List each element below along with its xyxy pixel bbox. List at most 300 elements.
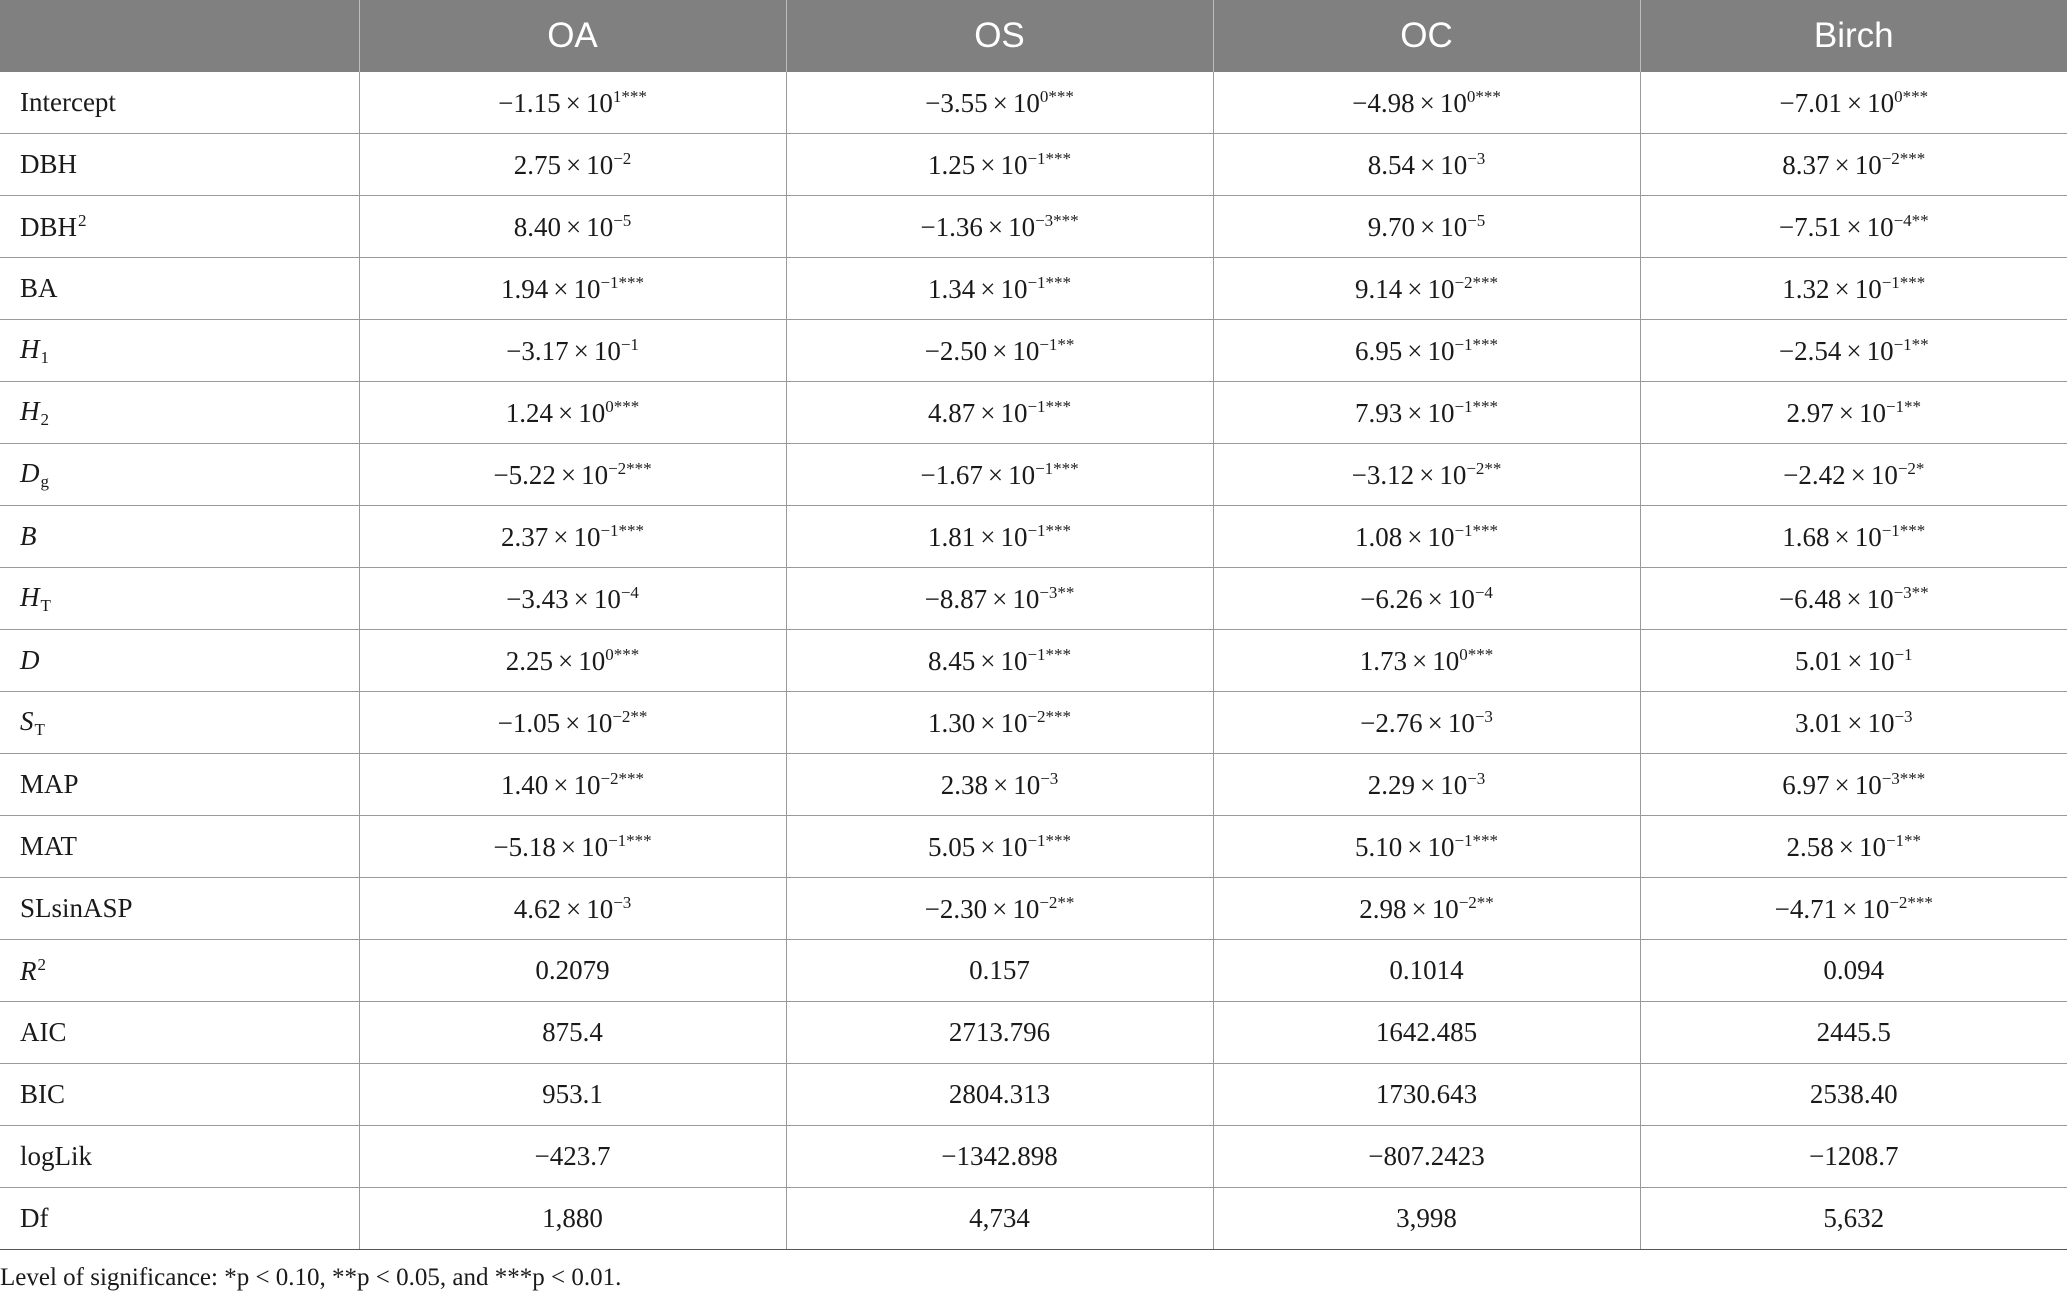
times-sign: × (980, 273, 996, 304)
exponent-base: 10 (593, 583, 621, 614)
value-mantissa: 4.62 (513, 893, 561, 924)
value-cell (359, 134, 786, 196)
value-cell (359, 258, 786, 320)
header-cell-birch: Birch (1640, 0, 2067, 72)
row-label-text: MAP (20, 769, 79, 799)
value-mantissa: 2538.40 (1809, 1079, 1898, 1109)
exponent-base: 10 (581, 831, 609, 862)
times-sign: × (1407, 273, 1423, 304)
value-mantissa: −2.30 (924, 893, 988, 924)
value-cell (1640, 630, 2067, 692)
value-mantissa: 0.094 (1823, 955, 1885, 985)
times-sign: × (980, 645, 996, 676)
value-cell (786, 568, 1213, 630)
value-mantissa: 1.34 (927, 273, 976, 304)
exponent-base: 10 (1000, 645, 1028, 676)
exponent-and-significance: −1*** (1454, 520, 1499, 540)
value-cell (786, 816, 1213, 878)
value-cell (786, 134, 1213, 196)
exponent-base: 10 (578, 645, 606, 676)
value-mantissa: −4.98 (1352, 87, 1415, 118)
times-sign: × (1427, 583, 1443, 614)
exponent-and-significance: −1*** (1027, 830, 1072, 850)
exponent-and-significance: −2** (612, 706, 648, 726)
value-mantissa: 1.73 (1359, 645, 1407, 676)
value-mantissa: −423.7 (534, 1141, 611, 1171)
significance-footnote: Level of significance: *p < 0.10, **p < 0.05, and ***p < 0.01. (0, 1264, 622, 1291)
row-label-cell (0, 630, 359, 692)
times-sign: × (558, 645, 574, 676)
value-cell (1213, 506, 1640, 568)
value-mantissa: −3.12 (1351, 459, 1415, 490)
exponent-and-significance: −1*** (1027, 272, 1072, 292)
table-row (0, 72, 2067, 134)
value-cell (1213, 1188, 1640, 1250)
exponent-base: 10 (1431, 893, 1459, 924)
value-mantissa: −1.15 (498, 87, 561, 118)
row-label-subscript: g (40, 471, 49, 491)
row-label-cell (0, 72, 359, 134)
value-cell (786, 196, 1213, 258)
row-label-text: logLik (20, 1141, 92, 1171)
value-mantissa: 2.29 (1367, 769, 1415, 800)
times-sign: × (987, 211, 1004, 242)
value-mantissa: −7.51 (1778, 211, 1842, 242)
row-label-text: D (20, 645, 40, 675)
exponent-base: 10 (1858, 831, 1886, 862)
table-row (0, 878, 2067, 940)
row-label-subscript: 1 (40, 347, 49, 367)
value-mantissa: 8.54 (1367, 149, 1415, 180)
row-label-cell (0, 692, 359, 754)
value-cell (359, 1064, 786, 1126)
exponent-and-significance: −2** (1458, 892, 1494, 912)
value-cell (1640, 506, 2067, 568)
value-cell (786, 258, 1213, 320)
exponent-and-significance: −2** (1039, 892, 1075, 912)
times-sign: × (573, 335, 589, 366)
table-row (0, 630, 2067, 692)
times-sign: × (1419, 459, 1435, 490)
exponent-and-significance: −1** (1039, 334, 1075, 354)
times-sign: × (1411, 893, 1427, 924)
value-mantissa: 1.68 (1782, 521, 1830, 552)
exponent-base: 10 (1427, 521, 1455, 552)
times-sign: × (992, 87, 1008, 118)
exponent-and-significance: −1*** (1027, 396, 1072, 416)
value-mantissa: 1.30 (927, 707, 976, 738)
exponent-and-significance: −3*** (1881, 768, 1926, 788)
exponent-base: 10 (1008, 211, 1036, 242)
exponent-base: 10 (1439, 459, 1467, 490)
exponent-and-significance: −2*** (600, 768, 645, 788)
value-cell (786, 940, 1213, 1002)
value-mantissa: −1.67 (920, 459, 983, 490)
exponent-base: 10 (585, 707, 613, 738)
row-label-cell (0, 258, 359, 320)
value-mantissa: 5.01 (1794, 645, 1843, 676)
value-cell (1213, 630, 1640, 692)
value-cell (1213, 382, 1640, 444)
exponent-and-significance: −5 (1467, 210, 1486, 230)
exponent-and-significance: −2* (1897, 458, 1925, 478)
value-cell (1640, 692, 2067, 754)
value-cell (786, 754, 1213, 816)
row-label-text: MAT (20, 831, 78, 861)
table-row (0, 196, 2067, 258)
exponent-base: 10 (1427, 273, 1455, 304)
value-mantissa: 8.40 (513, 211, 561, 242)
row-label-text: AIC (20, 1017, 67, 1047)
table-row (0, 754, 2067, 816)
value-cell (1213, 72, 1640, 134)
value-mantissa: 2.38 (940, 769, 988, 800)
exponent-base: 10 (1866, 583, 1894, 614)
value-mantissa: −6.26 (1360, 583, 1423, 614)
exponent-and-significance: −3 (1474, 706, 1493, 726)
row-label-text: H (20, 581, 40, 612)
row-label-cell (0, 1188, 359, 1250)
value-cell (786, 630, 1213, 692)
value-cell (359, 444, 786, 506)
exponent-base: 10 (1867, 87, 1895, 118)
value-mantissa: 2.98 (1359, 893, 1407, 924)
table-row (0, 320, 2067, 382)
table-row (0, 134, 2067, 196)
exponent-and-significance: −1*** (1881, 520, 1926, 540)
exponent-base: 10 (1866, 335, 1894, 366)
exponent-and-significance: −1*** (1454, 396, 1499, 416)
exponent-base: 10 (586, 211, 614, 242)
table-body (0, 72, 2067, 1250)
row-label-text: Df (20, 1203, 49, 1233)
times-sign: × (565, 893, 582, 924)
exponent-base: 10 (578, 397, 606, 428)
times-sign: × (1419, 769, 1436, 800)
value-cell (1640, 568, 2067, 630)
value-mantissa: 2.97 (1786, 397, 1834, 428)
value-cell (1213, 878, 1640, 940)
value-cell (1213, 1002, 1640, 1064)
value-cell (359, 1126, 786, 1188)
value-cell (1640, 940, 2067, 1002)
times-sign: × (1419, 149, 1436, 180)
exponent-base: 10 (573, 769, 601, 800)
exponent-and-significance: −3** (1893, 582, 1929, 602)
row-label-text: BA (20, 273, 58, 303)
exponent-base: 10 (1854, 521, 1882, 552)
exponent-base: 10 (1000, 707, 1028, 738)
value-mantissa: 1.94 (500, 273, 549, 304)
exponent-base: 10 (1000, 149, 1028, 180)
exponent-base: 10 (1427, 397, 1455, 428)
row-label-text: B (20, 521, 37, 551)
value-mantissa: −4.71 (1774, 893, 1838, 924)
value-mantissa: 0.1014 (1389, 955, 1464, 985)
header-row (0, 0, 2067, 72)
value-mantissa: 8.37 (1782, 149, 1830, 180)
value-mantissa: 9.70 (1367, 211, 1415, 242)
value-cell (1640, 1064, 2067, 1126)
exponent-and-significance: −1*** (1035, 458, 1079, 478)
value-cell (359, 320, 786, 382)
row-label-cell (0, 134, 359, 196)
row-label-cell (0, 878, 359, 940)
table-row (0, 1126, 2067, 1188)
value-cell (1640, 196, 2067, 258)
times-sign: × (1427, 707, 1443, 738)
exponent-and-significance: −2*** (1889, 892, 1933, 912)
exponent-and-significance: −3*** (1035, 210, 1079, 230)
exponent-base: 10 (1867, 707, 1895, 738)
times-sign: × (1847, 707, 1863, 738)
value-mantissa: 2713.796 (948, 1017, 1051, 1047)
value-mantissa: 1.08 (1354, 521, 1403, 552)
exponent-and-significance: −2*** (1881, 148, 1926, 168)
row-label-superscript: 2 (37, 954, 46, 974)
value-cell (359, 196, 786, 258)
value-mantissa: 2.75 (513, 149, 561, 180)
times-sign: × (1419, 211, 1436, 242)
row-label-text: BIC (20, 1079, 66, 1109)
value-cell (1640, 1002, 2067, 1064)
times-sign: × (565, 707, 581, 738)
value-cell (1213, 754, 1640, 816)
header-cell-oc: OC (1213, 0, 1640, 72)
table-row (0, 258, 2067, 320)
value-mantissa: 1.81 (927, 521, 976, 552)
exponent-and-significance: −1*** (1027, 644, 1072, 664)
row-label-text: D (20, 457, 40, 488)
value-cell (1640, 134, 2067, 196)
row-label-cell (0, 754, 359, 816)
times-sign: × (565, 87, 581, 118)
row-label-cell (0, 940, 359, 1002)
value-mantissa: 2445.5 (1816, 1017, 1891, 1047)
exponent-base: 10 (1012, 87, 1040, 118)
exponent-and-significance: −1 (620, 334, 639, 354)
value-mantissa: 6.95 (1354, 335, 1403, 366)
row-label-superscript: 2 (78, 210, 87, 230)
value-mantissa: 953.1 (542, 1079, 603, 1109)
exponent-and-significance: 0*** (605, 396, 640, 416)
exponent-base: 10 (1012, 893, 1040, 924)
exponent-and-significance: 0*** (1459, 644, 1494, 664)
times-sign: × (1846, 87, 1863, 118)
exponent-and-significance: −2*** (608, 458, 652, 478)
exponent-and-significance: −1*** (1454, 334, 1499, 354)
value-mantissa: 0.157 (969, 955, 1030, 985)
value-mantissa: 2.37 (500, 521, 549, 552)
value-cell (1640, 382, 2067, 444)
value-cell (359, 568, 786, 630)
exponent-base: 10 (1427, 831, 1455, 862)
times-sign: × (560, 831, 577, 862)
value-cell (1640, 1126, 2067, 1188)
value-cell (359, 506, 786, 568)
value-cell (786, 320, 1213, 382)
exponent-base: 10 (573, 521, 601, 552)
exponent-base: 10 (586, 149, 614, 180)
exponent-and-significance: −1*** (600, 272, 645, 292)
value-cell (786, 382, 1213, 444)
exponent-and-significance: 0*** (605, 644, 640, 664)
value-mantissa: −7.01 (1779, 87, 1842, 118)
exponent-and-significance: −3 (613, 892, 632, 912)
exponent-base: 10 (1447, 583, 1475, 614)
exponent-base: 10 (1866, 211, 1894, 242)
value-mantissa: −8.87 (924, 583, 988, 614)
exponent-and-significance: −3 (1040, 768, 1059, 788)
table-row (0, 444, 2067, 506)
value-mantissa: 5,632 (1823, 1203, 1885, 1233)
times-sign: × (553, 769, 569, 800)
value-mantissa: −2.54 (1778, 335, 1842, 366)
value-cell (1213, 258, 1640, 320)
times-sign: × (987, 459, 1004, 490)
exponent-base: 10 (1000, 831, 1028, 862)
row-label-text: Intercept (20, 87, 116, 117)
times-sign: × (553, 273, 569, 304)
times-sign: × (1834, 521, 1850, 552)
exponent-base: 10 (1012, 335, 1040, 366)
times-sign: × (1834, 769, 1850, 800)
exponent-base: 10 (1854, 273, 1882, 304)
table-row (0, 692, 2067, 754)
exponent-and-significance: −3** (1039, 582, 1075, 602)
table-row (0, 568, 2067, 630)
value-mantissa: −2.50 (924, 335, 988, 366)
row-label-text: S (20, 705, 34, 736)
exponent-and-significance: −1*** (608, 830, 652, 850)
value-mantissa: −1208.7 (1809, 1141, 1899, 1171)
value-mantissa: 6.97 (1782, 769, 1830, 800)
value-cell (1640, 258, 2067, 320)
row-label-text: H (20, 395, 40, 426)
value-cell (359, 940, 786, 1002)
exponent-and-significance: −4 (620, 582, 639, 602)
value-mantissa: 1,880 (542, 1203, 603, 1233)
value-mantissa: 4,734 (969, 1203, 1030, 1233)
row-label-subscript: T (40, 595, 51, 615)
row-label-cell (0, 1002, 359, 1064)
value-mantissa: 1.32 (1782, 273, 1830, 304)
exponent-and-significance: 0*** (1894, 86, 1929, 106)
value-mantissa: −807.2423 (1368, 1141, 1485, 1171)
row-label-cell (0, 382, 359, 444)
row-label-cell (0, 444, 359, 506)
times-sign: × (992, 769, 1009, 800)
value-cell (786, 878, 1213, 940)
value-mantissa: 1730.643 (1375, 1079, 1478, 1109)
exponent-and-significance: −3 (1467, 768, 1486, 788)
value-cell (786, 1064, 1213, 1126)
value-cell (1640, 816, 2067, 878)
value-cell (786, 1126, 1213, 1188)
value-cell (359, 878, 786, 940)
value-cell (1213, 816, 1640, 878)
exponent-base: 10 (1000, 397, 1028, 428)
value-cell (786, 692, 1213, 754)
times-sign: × (553, 521, 569, 552)
times-sign: × (1846, 211, 1862, 242)
exponent-base: 10 (1862, 893, 1890, 924)
times-sign: × (1834, 273, 1850, 304)
times-sign: × (992, 583, 1008, 614)
row-label-subscript: 2 (40, 409, 49, 429)
times-sign: × (1842, 893, 1858, 924)
value-mantissa: 1.40 (500, 769, 549, 800)
value-mantissa: 875.4 (542, 1017, 603, 1047)
value-cell (1213, 320, 1640, 382)
value-cell (359, 72, 786, 134)
value-mantissa: −3.17 (506, 335, 569, 366)
exponent-base: 10 (1440, 211, 1468, 242)
times-sign: × (560, 459, 577, 490)
value-cell (1640, 444, 2067, 506)
value-mantissa: −5.18 (493, 831, 556, 862)
exponent-and-significance: −3 (1894, 706, 1913, 726)
times-sign: × (992, 335, 1008, 366)
row-label-cell (0, 506, 359, 568)
exponent-and-significance: 1*** (612, 86, 647, 106)
exponent-and-significance: −2** (1466, 458, 1502, 478)
exponent-and-significance: −1*** (1881, 272, 1926, 292)
row-label-text: DBH (20, 211, 78, 242)
exponent-and-significance: −1** (1893, 334, 1929, 354)
row-label-subscript: T (34, 719, 45, 739)
value-cell (786, 444, 1213, 506)
exponent-base: 10 (1013, 769, 1041, 800)
times-sign: × (1846, 335, 1862, 366)
times-sign: × (980, 397, 996, 428)
exponent-base: 10 (1858, 397, 1886, 428)
times-sign: × (1850, 459, 1866, 490)
value-mantissa: −1342.898 (941, 1141, 1058, 1171)
value-mantissa: 5.05 (927, 831, 976, 862)
value-cell (1213, 134, 1640, 196)
table-row (0, 940, 2067, 1002)
times-sign: × (1419, 87, 1435, 118)
times-sign: × (992, 893, 1008, 924)
times-sign: × (1407, 335, 1423, 366)
times-sign: × (980, 521, 996, 552)
value-mantissa: 3.01 (1794, 707, 1843, 738)
exponent-and-significance: −1 (1894, 644, 1913, 664)
row-label-cell (0, 1126, 359, 1188)
value-mantissa: −1.05 (497, 707, 561, 738)
exponent-base: 10 (1440, 769, 1468, 800)
row-label-cell (0, 196, 359, 258)
value-mantissa: 9.14 (1354, 273, 1403, 304)
table-row (0, 506, 2067, 568)
exponent-base: 10 (581, 459, 609, 490)
exponent-base: 10 (585, 87, 613, 118)
exponent-and-significance: −2*** (1027, 706, 1072, 726)
header-cell-os: OS (786, 0, 1213, 72)
times-sign: × (1407, 521, 1423, 552)
table-row (0, 382, 2067, 444)
exponent-and-significance: −1** (1885, 830, 1922, 850)
value-cell (786, 506, 1213, 568)
times-sign: × (565, 211, 582, 242)
exponent-base: 10 (1870, 459, 1898, 490)
times-sign: × (1846, 583, 1862, 614)
exponent-and-significance: −1*** (1027, 148, 1072, 168)
value-cell (1640, 754, 2067, 816)
times-sign: × (980, 831, 996, 862)
row-label-cell (0, 320, 359, 382)
